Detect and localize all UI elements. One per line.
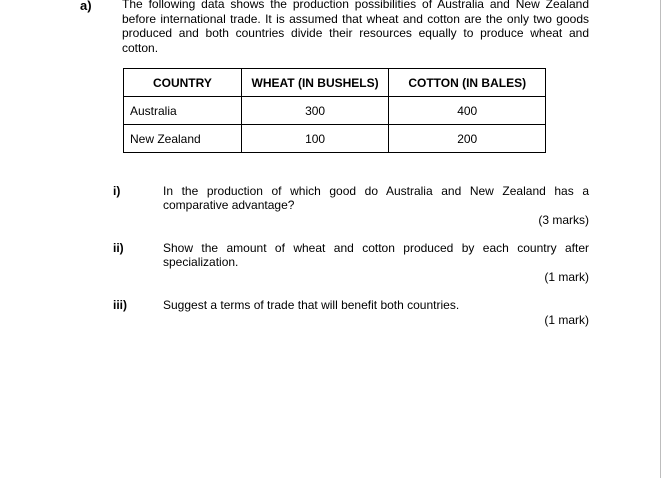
subquestion-marks: (3 marks) bbox=[538, 213, 589, 227]
subquestion-text: Suggest a terms of trade that will benefit both countries. bbox=[163, 298, 460, 312]
table-header-row bbox=[124, 69, 546, 97]
subquestion-number: iii) bbox=[113, 298, 127, 312]
cell-cotton: 200 bbox=[389, 125, 546, 153]
table-row bbox=[124, 97, 546, 125]
table-row bbox=[124, 125, 546, 153]
header-cotton: COTTON (IN BALES) bbox=[389, 69, 546, 97]
cell-country: Australia bbox=[124, 97, 242, 125]
subquestion-marks: (1 mark) bbox=[544, 270, 589, 284]
cell-wheat: 100 bbox=[241, 125, 389, 153]
subquestion-text: Show the amount of wheat and cotton produced by each country after specialization. bbox=[163, 241, 589, 269]
cell-cotton: 400 bbox=[389, 97, 546, 125]
intro-paragraph: The following data shows the production possibilities of Australia and New Zealand before international trade. It is assumed that wheat and cotton are the only two goods produced and both countries divide their resources equally to produce wheat and cotton. bbox=[122, 0, 589, 55]
subquestion-number: ii) bbox=[113, 241, 124, 255]
header-country: COUNTRY bbox=[124, 69, 242, 97]
header-wheat: WHEAT (IN BUSHELS) bbox=[241, 69, 389, 97]
question-label: a) bbox=[80, 0, 92, 13]
cell-country: New Zealand bbox=[124, 125, 242, 153]
production-table bbox=[123, 68, 546, 153]
subquestion-number: i) bbox=[113, 184, 121, 198]
subquestion-text: In the production of which good do Australia and New Zealand has a comparative advantage? bbox=[163, 184, 589, 212]
page-edge-line bbox=[660, 0, 661, 478]
cell-wheat: 300 bbox=[241, 97, 389, 125]
subquestion-marks: (1 mark) bbox=[544, 313, 589, 327]
